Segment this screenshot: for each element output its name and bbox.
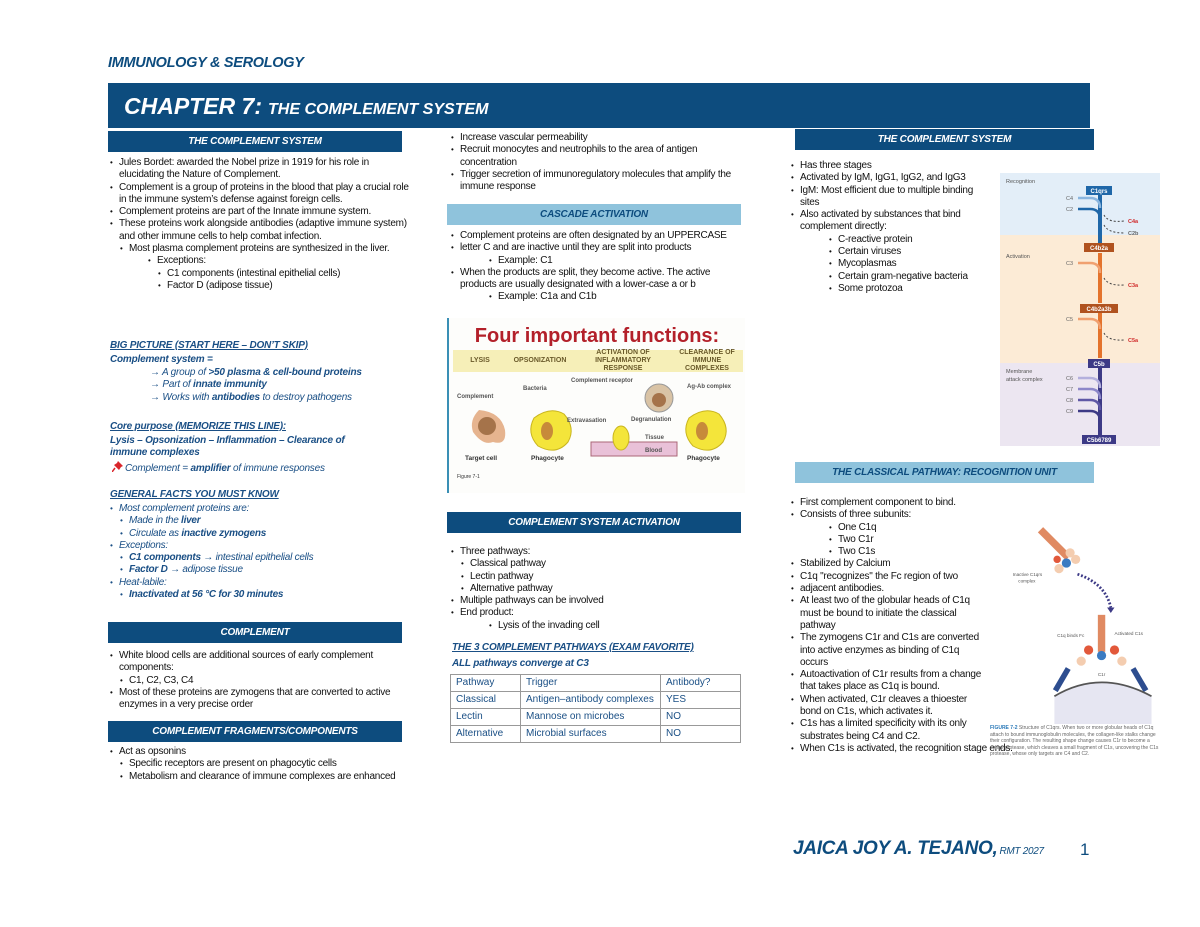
list-item: • The zymogens C1r and C1s are converted into active enzymes as binding of C1q occurs xyxy=(791,632,981,669)
list-item: • Increase vascular permeability xyxy=(451,132,743,144)
cascade-input: C4 xyxy=(1066,196,1074,202)
list-item: • letter C and are inactive until they are split into products xyxy=(451,242,743,254)
list-item: • Activated by IgM, IgG1, IgG2, and IgG3 xyxy=(791,172,991,184)
list-item: • When C1s is activated, the recognition stage ends. xyxy=(791,743,1091,755)
cascade-input: C9 xyxy=(1066,409,1074,415)
cascade-input: C3 xyxy=(1066,261,1074,267)
figure-title: Four important functions: xyxy=(474,325,720,347)
list-item: • Multiple pathways can be involved xyxy=(451,595,743,607)
figure-caption-label: FIGURE 7-2 xyxy=(990,725,1018,731)
text-segment: amplifier xyxy=(190,463,231,474)
table-cell: NO xyxy=(661,726,741,743)
chapter-number: CHAPTER 7: xyxy=(124,93,263,119)
cascade-output: C5a xyxy=(1128,338,1139,344)
figure-7-2 xyxy=(985,505,1170,795)
text-segment: Complement = xyxy=(125,463,191,474)
list-item: • adjacent antibodies. xyxy=(791,583,981,595)
pathways-subtitle: ALL pathways converge at C3 xyxy=(452,658,589,669)
text-segment: → Part of xyxy=(150,379,194,391)
figure-label: Phagocyte xyxy=(687,455,720,462)
list-item: • Specific receptors are present on phagocytic cells xyxy=(120,758,410,770)
cascade-box: C5b xyxy=(1093,362,1105,368)
activation-list xyxy=(451,546,743,632)
figure-caption xyxy=(990,725,1160,758)
cascade-output: C3a xyxy=(1128,283,1139,289)
list-item: • Two C1s xyxy=(829,546,981,558)
cascade-list xyxy=(451,230,743,304)
text-segment: Heat-labile: xyxy=(119,576,167,588)
list-item xyxy=(120,515,410,527)
text-segment: → intestinal epithelial cells xyxy=(200,552,314,564)
figure-column-label: CLEARANCE OF IMMUNE COMPLEXES xyxy=(679,349,735,372)
general-facts-list xyxy=(110,503,410,601)
list-item xyxy=(110,540,410,552)
figure-label: complex xyxy=(1018,578,1036,584)
list-item: • Most of these proteins are zymogens that are converted to active enzymes in a very precise order xyxy=(110,687,410,712)
text-segment: Made in the xyxy=(129,515,182,527)
list-item: • Certain viruses xyxy=(829,246,991,258)
pathways-table xyxy=(450,674,741,743)
four-functions-figure xyxy=(447,318,745,493)
figure-label: Extravasation xyxy=(567,418,607,424)
text-segment: liver xyxy=(181,515,201,527)
text-segment: C1 components xyxy=(129,552,201,564)
section-header-complement-system-2: THE COMPLEMENT SYSTEM xyxy=(795,129,1094,150)
figure-credit: Figure 7-1 xyxy=(457,474,480,480)
cascade-output: C4a xyxy=(1128,219,1139,225)
list-item: • Two C1r xyxy=(829,534,981,546)
list-item: • At least two of the globular heads of C1q must be bound to initiate the classical pathway xyxy=(791,595,981,632)
list-item xyxy=(120,552,410,564)
cascade-output: C2b xyxy=(1128,231,1139,237)
section-header-activation: COMPLEMENT SYSTEM ACTIVATION xyxy=(447,512,741,533)
list-item: • End product: xyxy=(451,607,743,619)
text-segment: inactive zymogens xyxy=(181,527,266,539)
table-cell: Lectin xyxy=(451,709,521,726)
stage-label: Membrane xyxy=(1006,369,1033,375)
figure-column-label: ACTIVATION OF INFLAMMATORY RESPONSE xyxy=(595,349,651,372)
arrow-point xyxy=(150,379,362,391)
core-purpose-line: Lysis – Opsonization – Inflammation – Clearance of immune complexes xyxy=(110,435,345,459)
text-segment: Inactivated at 56 °C for 30 minutes xyxy=(129,589,284,601)
core-purpose-note xyxy=(112,461,325,475)
stage-label: Activation xyxy=(1006,254,1030,260)
cascade-box: C4b2a xyxy=(1089,246,1109,252)
list-item: • Stabilized by Calcium xyxy=(791,558,981,570)
list-item: • IgM: Most efficient due to multiple binding sites xyxy=(791,185,991,210)
list-item: • Also activated by substances that bind complement directly: xyxy=(791,209,991,234)
list-item: • Act as opsonins xyxy=(110,746,410,758)
list-item: • White blood cells are additional sources of early complement components: xyxy=(110,650,410,675)
text-segment: Exceptions: xyxy=(119,539,168,551)
figure-label: Complement xyxy=(457,394,494,400)
table-cell: Mannose on microbes xyxy=(521,709,661,726)
text-segment: → adipose tissue xyxy=(167,564,243,576)
list-item: • Classical pathway xyxy=(461,558,743,570)
list-item: • Lysis of the invading cell xyxy=(489,620,743,632)
author-footer xyxy=(793,838,1044,860)
list-item: • Complement is a group of proteins in the blood that play a crucial role in the immune system’s defense against foreign cells. xyxy=(110,182,410,207)
figure-label: Tissue xyxy=(645,435,664,441)
stage-label: attack complex xyxy=(1006,377,1043,383)
cascade-input: C5 xyxy=(1066,317,1074,323)
pathways-title: THE 3 COMPLEMENT PATHWAYS (EXAM FAVORITE) xyxy=(452,642,694,653)
text-segment: → Works with xyxy=(150,391,212,403)
table-row xyxy=(451,692,741,709)
list-item: • Trigger secretion of immunoregulatory molecules that amplify the immune response xyxy=(451,169,743,194)
figure-label: Degranulation xyxy=(631,417,672,423)
stage-label: Recognition xyxy=(1006,179,1036,185)
list-item: • Alternative pathway xyxy=(461,583,743,595)
figure-label: Target cell xyxy=(465,455,498,462)
arrow-point xyxy=(150,392,362,404)
table-cell: YES xyxy=(661,692,741,709)
table-cell: Microbial surfaces xyxy=(521,726,661,743)
list-item: • One C1q xyxy=(829,522,981,534)
arrow-point xyxy=(150,367,362,379)
list-item: • Consists of three subunits: xyxy=(791,509,981,521)
text-segment: innate immunity xyxy=(193,379,267,391)
list-item: • Has three stages xyxy=(791,160,991,172)
list-item: • Three pathways: xyxy=(451,546,743,558)
figure-label: C1r xyxy=(1097,671,1106,677)
text-segment: Circulate as xyxy=(129,527,182,539)
list-item: • Certain gram-negative bacteria xyxy=(829,271,991,283)
chapter-title: THE COMPLEMENT SYSTEM xyxy=(268,101,489,118)
intro-list xyxy=(110,157,410,292)
text-segment: Most complement proteins are: xyxy=(119,503,250,514)
cascade-input: C2 xyxy=(1066,207,1074,213)
general-facts-title: GENERAL FACTS YOU MUST KNOW xyxy=(110,489,279,500)
section-header-classical-pathway: THE CLASSICAL PATHWAY: RECOGNITION UNIT xyxy=(795,462,1094,483)
column-header: Pathway xyxy=(451,675,521,692)
table-cell: Antigen–antibody complexes xyxy=(521,692,661,709)
table-cell: Classical xyxy=(451,692,521,709)
cascade-input: C6 xyxy=(1066,376,1074,382)
stages-list xyxy=(791,160,991,295)
big-picture-title: BIG PICTURE (START HERE – DON’T SKIP) xyxy=(110,340,308,351)
page-number: 1 xyxy=(1080,840,1090,859)
list-item: • Jules Bordet: awarded the Nobel prize in 1919 for his role in elucidating the Nature of Complement. xyxy=(110,157,410,182)
chapter-banner xyxy=(108,83,1090,128)
list-item: • Exceptions: xyxy=(148,255,410,267)
list-item: • C1q "recognizes" the Fc region of two xyxy=(791,571,981,583)
subject-label: IMMUNOLOGY & SEROLOGY xyxy=(108,55,304,71)
classical-pathway-list xyxy=(791,497,981,743)
list-item: • Some protozoa xyxy=(829,283,991,295)
big-picture-points xyxy=(150,367,362,404)
figure-label: Activated C1s xyxy=(1114,631,1143,637)
figure-label: Ag-Ab complex xyxy=(687,384,732,390)
list-item: • C-reactive protein xyxy=(829,234,991,246)
column-header: Trigger xyxy=(521,675,661,692)
list-item: • Recruit monocytes and neutrophils to the area of antigen concentration xyxy=(451,144,743,169)
table-cell: Alternative xyxy=(451,726,521,743)
list-item: • When activated, C1r cleaves a thioester bond on C1s, which activates it. xyxy=(791,694,981,719)
list-item: • First complement component to bind. xyxy=(791,497,981,509)
text-segment: antibodies xyxy=(211,391,260,403)
text-segment: Factor D xyxy=(129,564,168,576)
table-row xyxy=(451,726,741,743)
complement-list xyxy=(110,650,410,711)
list-item xyxy=(120,589,410,601)
cascade-box: C5b6789 xyxy=(1086,438,1112,444)
figure-column-label: LYSIS xyxy=(470,357,490,364)
cascade-input: C8 xyxy=(1066,398,1074,404)
section-header-complement-system: THE COMPLEMENT SYSTEM xyxy=(108,131,402,152)
figure-caption-text: Structure of C1qrs. When two or more globular heads of C1q attach to bound immunoglobulin molecules, the collagen-like stalks change their configuration. The resulting shape change causes C1r to become a serine protease, which cleaves a small fragment of C1s, uncovering the C1s protease, whose only targets are C4 and C2. xyxy=(990,725,1159,758)
list-item xyxy=(120,528,410,540)
list-item xyxy=(110,577,410,589)
list-item: • C1 components (intestinal epithelial cells) xyxy=(158,268,410,280)
figure-label: Bacteria xyxy=(523,386,547,392)
table-row xyxy=(451,709,741,726)
list-item: • Example: C1 xyxy=(489,255,743,267)
cascade-input: C7 xyxy=(1066,387,1074,393)
list-item: • Factor D (adipose tissue) xyxy=(158,280,410,292)
table-cell: NO xyxy=(661,709,741,726)
figure-label: Blood xyxy=(645,448,662,454)
author-credential: RMT 2027 xyxy=(999,846,1044,857)
cascade-box: C4b2a3b xyxy=(1086,307,1112,313)
column-header: Antibody? xyxy=(661,675,741,692)
section-header-fragments: COMPLEMENT FRAGMENTS/COMPONENTS xyxy=(108,721,402,742)
figure-column-label: OPSONIZATION xyxy=(513,357,567,364)
list-item: • When the products are split, they become active. The active products are usually designated with a lower-case a or b xyxy=(451,267,743,292)
list-item: • Metabolism and clearance of immune complexes are enhanced xyxy=(120,771,410,783)
table-header-row xyxy=(451,675,741,692)
text-segment: of immune responses xyxy=(230,463,325,474)
figure-label: Phagocyte xyxy=(531,455,564,462)
figure-label: C1q binds Fc xyxy=(1057,633,1085,639)
cascade-diagram xyxy=(1000,173,1160,446)
list-item: • Complement proteins are often designated by an UPPERCASE xyxy=(451,230,743,242)
section-header-complement: COMPLEMENT xyxy=(108,622,402,643)
author-name: JAICA JOY A. TEJANO, xyxy=(793,838,998,859)
list-item xyxy=(120,564,410,576)
list-item: • Lectin pathway xyxy=(461,571,743,583)
list-item: • These proteins work alongside antibodies (adaptive immune system) and other immune cells to help combat infection. xyxy=(110,218,410,243)
list-item: • C1s has a limited specificity with its only substrates being C4 and C2. xyxy=(791,718,981,743)
list-item xyxy=(110,503,410,515)
functions-list xyxy=(451,132,743,193)
pin-icon xyxy=(112,461,122,471)
big-picture-lead: Complement system = xyxy=(110,354,213,365)
list-item: • Complement proteins are part of the Innate immune system. xyxy=(110,206,410,218)
list-item: • Most plasma complement proteins are synthesized in the liver. xyxy=(120,243,410,255)
section-header-cascade: CASCADE ACTIVATION xyxy=(447,204,741,225)
list-item: • Example: C1a and C1b xyxy=(489,291,743,303)
list-item: • Autoactivation of C1r results from a change that takes place as C1q is bound. xyxy=(791,669,981,694)
text-segment: >50 plasma & cell-bound proteins xyxy=(208,367,362,378)
cascade-box: C1qrs xyxy=(1090,189,1108,195)
figure-label: Inactive C1qrs xyxy=(1012,572,1043,577)
list-item: • Mycoplasmas xyxy=(829,258,991,270)
text-segment: to destroy pathogens xyxy=(259,391,352,403)
figure-label: Complement receptor xyxy=(571,378,634,384)
list-item: • C1, C2, C3, C4 xyxy=(120,675,410,687)
core-purpose-title: Core purpose (MEMORIZE THIS LINE): xyxy=(110,421,286,432)
text-segment: → A group of xyxy=(150,367,209,378)
fragments-list xyxy=(110,746,410,783)
